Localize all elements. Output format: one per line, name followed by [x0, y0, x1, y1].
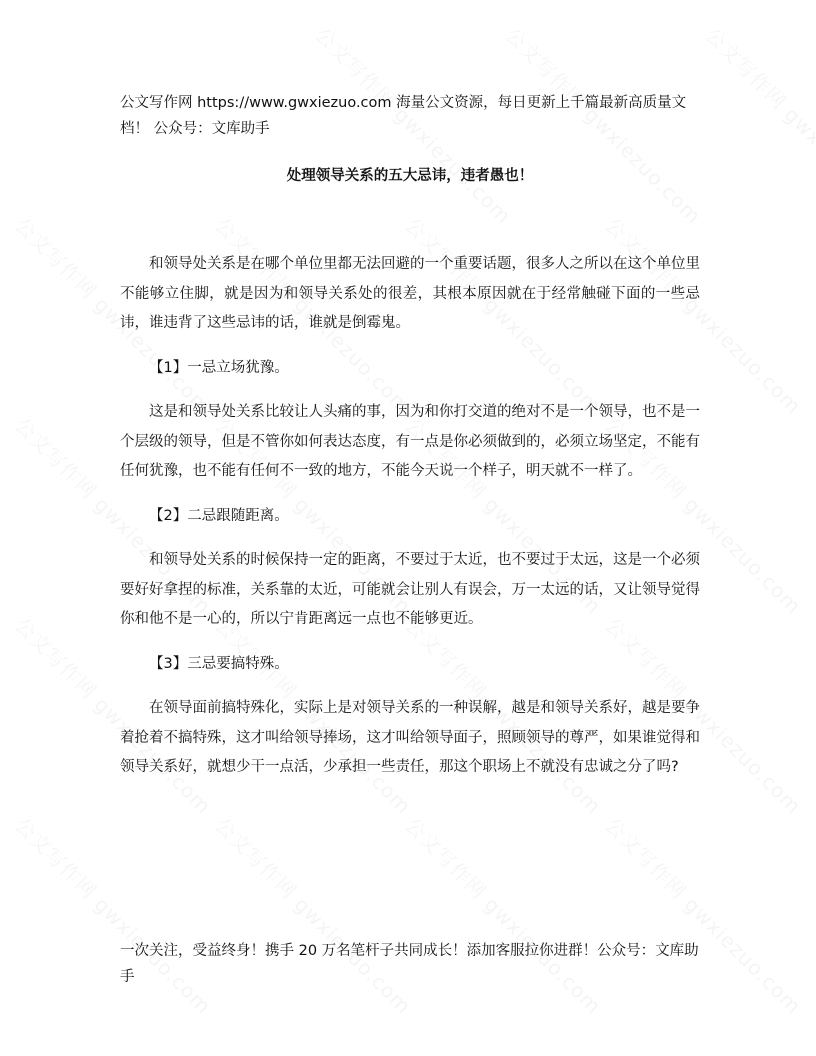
intro-paragraph: 和领导处关系是在哪个单位里都无法回避的一个重要话题，很多人之所以在这个单位里不能够立住脚，就是因为和领导关系处的很差，其根本原因就在于经常触碰下面的一些忌讳，谁违背了这些忌讳的话，谁就是倒霉鬼。: [120, 256, 700, 331]
section-heading-2: 【2】二忌跟随距离。: [149, 507, 289, 524]
section-paragraph-3: 在领导面前搞特殊化，实际上是对领导关系的一种误解，越是和领导关系好，越是要争着抢着不搞特殊，这才叫给领导捧场，这才叫给领导面子，照顾领导的尊严，如果谁觉得和领导关系好，就想少干一点活，少承担一些责任，那这个职场上不就没有忠诚之分了吗?: [120, 700, 700, 775]
watermark: [699, 20, 816, 229]
section-paragraph-1: 这是和领导处关系比较让人头痛的事，因为和你打交道的绝对不是一个领导，也不是一个层级的领导，但是不管你如何表达态度，有一点是你必须做到的，必须立场坚定，不能有任何犹豫，也不能有任何不一致的地方，不能今天说一个样子，明天就不一样了。: [120, 404, 700, 479]
section-heading-1: 【1】一忌立场犹豫。: [149, 359, 289, 376]
footer-text: 一次关注，受益终身！携手 20 万名笔杆子共同成长！添加客服拉你进群！公众号：文库助手: [120, 943, 699, 985]
section-paragraph-2: 和领导处关系的时候保持一定的距离，不要过于太近，也不要过于太远，这是一个必须要好好拿捏的标准，关系靠的太近，可能就会让别人有误会，万一太远的话，又让领导觉得你和他不是一心的，所以宁肯距离远一点也不能够更近。: [120, 552, 700, 627]
document-page: [120, 90, 700, 775]
document-body: [120, 250, 700, 798]
document-title: 处理领导关系的五大忌讳，违者愚也！: [286, 168, 534, 184]
section-heading-3: 【3】三忌要搞特殊。: [149, 655, 289, 672]
header-text: 公文写作网 https://www.gwxiezuo.com 海量公文资源，每日更新上千篇最新高质量文档！ 公众号：文库助手: [120, 95, 687, 137]
